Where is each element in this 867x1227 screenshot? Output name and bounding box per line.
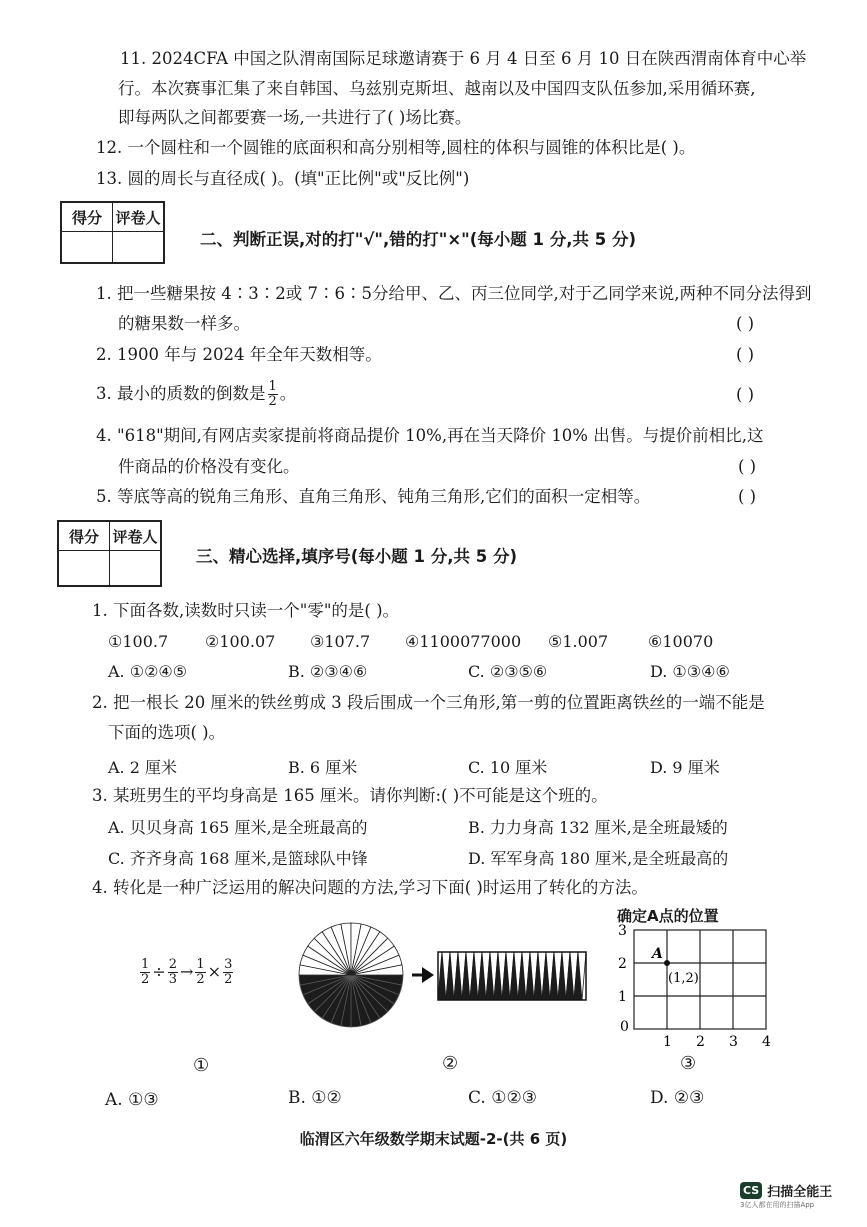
multiply-sign: × bbox=[207, 962, 222, 981]
watermark-tagline: 3亿人都在用的扫描App bbox=[740, 1201, 815, 1209]
s3-q3: 3. 某班男生的平均身高是 165 厘米。请你判断:( )不可能是这个班的。 bbox=[92, 786, 608, 805]
score-label: 得分 bbox=[58, 521, 110, 551]
s3-q2-option-b[interactable]: B. 6 厘米 bbox=[288, 758, 358, 777]
s3-q1: 1. 下面各数,读数时只读一个"零"的是( )。 bbox=[92, 601, 400, 620]
q11-line3: 即每两队之间都要赛一场,一共进行了( )场比赛。 bbox=[118, 108, 472, 127]
s3-q1-num-3: ③107.7 bbox=[310, 632, 371, 651]
s3-q1-num-2: ②100.07 bbox=[205, 632, 276, 651]
section2-title: 二、判断正误,对的打"√",错的打"×"(每小题 1 分,共 5 分) bbox=[200, 230, 637, 249]
grader-label: 评卷人 bbox=[110, 521, 162, 551]
frac-b-num: 2 bbox=[168, 957, 177, 972]
grid-x-tick-2: 2 bbox=[696, 1034, 705, 1050]
watermark-name: 扫描全能王 bbox=[767, 1185, 833, 1200]
grader-label: 评卷人 bbox=[113, 202, 165, 232]
frac-b-den: 3 bbox=[168, 972, 177, 987]
s3-q4-option-a[interactable]: A. ①③ bbox=[105, 1090, 159, 1110]
grid-lines bbox=[634, 930, 766, 1029]
s2-q4-line1: 4. "618"期间,有网店卖家提前将商品提价 10%,再在当天降价 10% 出售。与提价前相比,这 bbox=[96, 426, 764, 445]
figure-caption-2: ② bbox=[442, 1053, 459, 1074]
s3-q1-option-d[interactable]: D. ①③④⑥ bbox=[650, 662, 730, 681]
grid-x-tick-1: 1 bbox=[663, 1034, 672, 1050]
s3-q1-num-5: ⑤1.007 bbox=[548, 632, 609, 651]
figure-3-coordinate-grid bbox=[612, 922, 782, 1050]
frac-d-num: 3 bbox=[224, 957, 233, 972]
s2-q4-answer[interactable]: ( ) bbox=[738, 457, 757, 476]
s2-q3-answer[interactable]: ( ) bbox=[736, 385, 755, 404]
s2-q1-answer[interactable]: ( ) bbox=[736, 314, 755, 333]
s3-q1-num-4: ④1100077000 bbox=[405, 632, 522, 651]
frac-d-den: 2 bbox=[224, 972, 233, 987]
point-a-marker bbox=[664, 960, 670, 966]
s2-q1-line1: 1. 把一些糖果按 4∶3∶2或 7∶6∶5分给甲、乙、丙三位同学,对于乙同学来说,两种不同分法得到 bbox=[96, 284, 812, 303]
section3-title: 三、精心选择,填序号(每小题 1 分,共 5 分) bbox=[196, 547, 518, 566]
s2-q5-answer[interactable]: ( ) bbox=[738, 487, 757, 506]
frac-b bbox=[168, 958, 178, 987]
fraction-one-half bbox=[268, 380, 278, 409]
q11-line1: 11. 2024CFA 中国之队渭南国际足球邀请赛于 6 月 4 日至 6 月 10 日在陕西渭南体育中心举 bbox=[120, 49, 807, 68]
figure-1-fraction-conversion bbox=[138, 958, 235, 987]
s3-q4-option-d[interactable]: D. ②③ bbox=[650, 1088, 705, 1108]
frac-den: 2 bbox=[268, 394, 277, 409]
point-a-coord: (1,2) bbox=[668, 971, 699, 986]
s2-q3-text: 3. 最小的质数的倒数是 bbox=[96, 384, 266, 403]
frac-a bbox=[140, 958, 150, 987]
s3-q1-option-c[interactable]: C. ②③⑤⑥ bbox=[468, 662, 548, 681]
s3-q4-option-b[interactable]: B. ①② bbox=[288, 1088, 342, 1108]
s3-q2-line2: 下面的选项( )。 bbox=[108, 723, 226, 742]
frac-c-den: 2 bbox=[196, 972, 205, 987]
scanner-watermark bbox=[740, 1180, 832, 1210]
grid-x-tick-3: 3 bbox=[729, 1034, 738, 1050]
q12: 12. 一个圆柱和一个圆锥的底面积和高分别相等,圆柱的体积与圆锥的体积比是( )。 bbox=[96, 138, 696, 157]
s3-q2-line1: 2. 把一根长 20 厘米的铁丝剪成 3 段后围成一个三角形,第一剪的位置距离铁丝的一端不能是 bbox=[92, 693, 765, 712]
s2-q4-line2: 件商品的价格没有变化。 bbox=[118, 457, 300, 476]
s3-q1-num-1: ①100.7 bbox=[108, 632, 169, 651]
frac-a-num: 1 bbox=[141, 957, 150, 972]
rearranged-strip bbox=[438, 952, 586, 1000]
s2-q2-answer[interactable]: ( ) bbox=[736, 345, 755, 364]
s2-q5: 5. 等底等高的锐角三角形、直角三角形、钝角三角形,它们的面积一定相等。 bbox=[96, 487, 651, 506]
q13: 13. 圆的周长与直径成( )。(填"正比例"或"反比例") bbox=[96, 169, 470, 188]
s3-q2-option-a[interactable]: A. 2 厘米 bbox=[108, 758, 177, 777]
q11-line2: 行。本次赛事汇集了来自韩国、乌兹别克斯坦、越南以及中国四支队伍参加,采用循环赛, bbox=[118, 79, 756, 98]
frac-c bbox=[195, 958, 205, 987]
circle-sectors bbox=[299, 923, 403, 1027]
s3-q1-option-b[interactable]: B. ②③④⑥ bbox=[288, 662, 368, 681]
frac-c-num: 1 bbox=[196, 957, 205, 972]
arrow-icon: → bbox=[179, 962, 194, 981]
frac-a-den: 2 bbox=[141, 972, 150, 987]
grid-y-tick-3: 3 bbox=[618, 923, 627, 939]
transform-arrow-icon bbox=[412, 967, 434, 983]
s3-q4: 4. 转化是一种广泛运用的解决问题的方法,学习下面( )时运用了转化的方法。 bbox=[92, 878, 648, 897]
s3-q4-option-c[interactable]: C. ①②③ bbox=[468, 1088, 537, 1108]
s3-q1-option-a[interactable]: A. ①②④⑤ bbox=[108, 662, 188, 681]
s3-q3-option-c[interactable]: C. 齐齐身高 168 厘米,是篮球队中锋 bbox=[108, 849, 368, 868]
figure-2-circle-transform bbox=[296, 920, 596, 1030]
score-box-section3 bbox=[57, 520, 162, 587]
s3-q3-option-a[interactable]: A. 贝贝身高 165 厘米,是全班最高的 bbox=[108, 818, 368, 837]
s3-q3-option-b[interactable]: B. 力力身高 132 厘米,是全班最矮的 bbox=[468, 818, 728, 837]
s3-q1-num-6: ⑥10070 bbox=[648, 632, 714, 651]
grid-x-tick-4: 4 bbox=[762, 1034, 771, 1050]
grid-y-tick-2: 2 bbox=[618, 956, 627, 972]
grid-x-tick-0: 0 bbox=[620, 1019, 629, 1035]
grid-title: 确定A点的位置 bbox=[617, 907, 719, 925]
s2-q3 bbox=[96, 380, 296, 409]
score-box-section2 bbox=[60, 201, 165, 264]
score-label: 得分 bbox=[61, 202, 113, 232]
s2-q2: 2. 1900 年与 2024 年全年天数相等。 bbox=[96, 345, 382, 364]
frac-num: 1 bbox=[268, 379, 277, 394]
s2-q3-end: 。 bbox=[279, 384, 297, 403]
score-cell[interactable] bbox=[58, 551, 110, 587]
frac-d bbox=[223, 958, 233, 987]
figure-caption-1: ① bbox=[193, 1055, 210, 1076]
s3-q2-option-c[interactable]: C. 10 厘米 bbox=[468, 758, 548, 777]
grader-cell[interactable] bbox=[110, 551, 162, 587]
page-footer: 临渭区六年级数学期末试题-2-(共 6 页) bbox=[299, 1130, 568, 1148]
score-cell[interactable] bbox=[61, 232, 113, 264]
figure-caption-3: ③ bbox=[680, 1053, 697, 1074]
divide-sign: ÷ bbox=[152, 962, 166, 981]
point-a-label: A bbox=[652, 946, 663, 962]
s3-q2-option-d[interactable]: D. 9 厘米 bbox=[650, 758, 720, 777]
camscanner-logo: CS bbox=[740, 1182, 762, 1199]
grid-y-tick-1: 1 bbox=[618, 989, 627, 1005]
s3-q3-option-d[interactable]: D. 军军身高 180 厘米,是全班最高的 bbox=[468, 849, 729, 868]
s2-q1-line2: 的糖果数一样多。 bbox=[118, 314, 250, 333]
grader-cell[interactable] bbox=[113, 232, 165, 264]
